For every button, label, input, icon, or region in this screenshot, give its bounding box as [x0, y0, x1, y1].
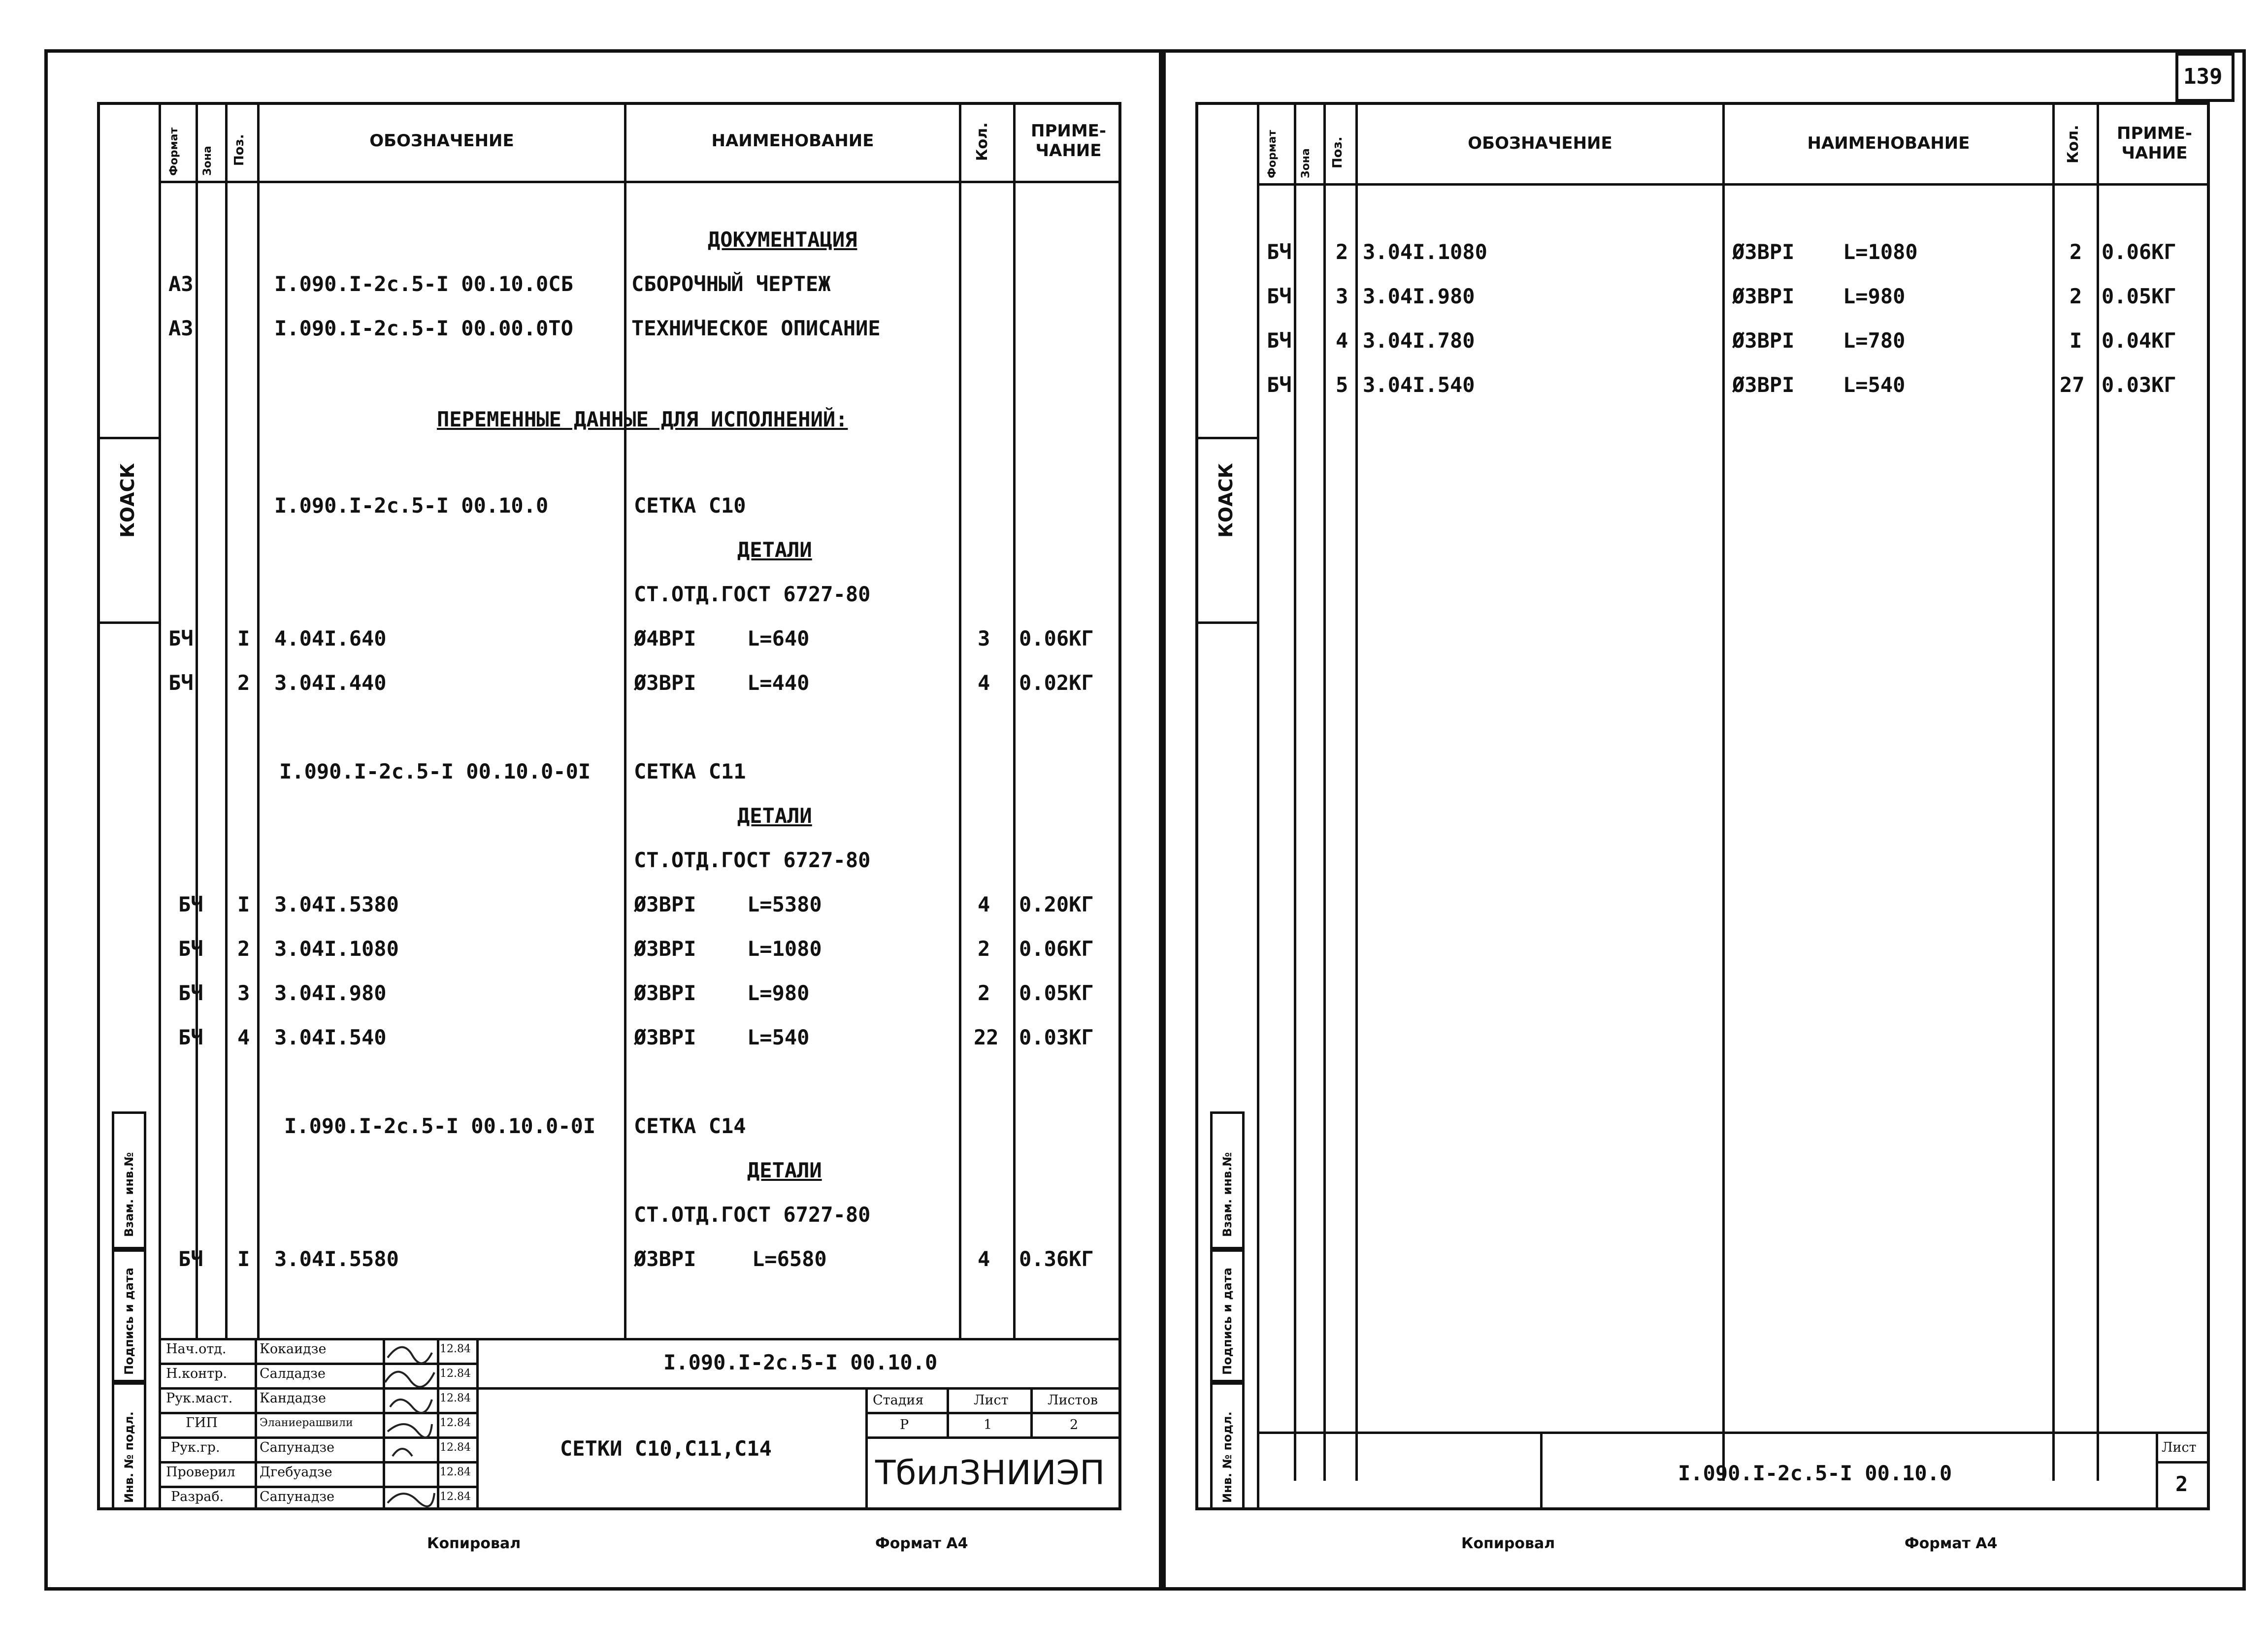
g2-row-2-designation: 3.04I.1080: [274, 937, 399, 961]
r-row-2-note: 0.05КГ: [2102, 284, 2176, 308]
right-footer-copied: Копировал: [1461, 1535, 1555, 1552]
g2-row-1-format: БЧ: [178, 892, 203, 916]
left-hdr-format: Формат: [168, 127, 180, 176]
right-koask-label: КОАСК: [1215, 463, 1237, 538]
left-spec-table: [97, 102, 1121, 1510]
g3-row-1-format: БЧ: [178, 1247, 203, 1271]
left-tb-title: СЕТКИ С10,С11,С14: [560, 1436, 772, 1461]
r-row-3-note: 0.04КГ: [2102, 328, 2176, 353]
g2-row-3-format: БЧ: [178, 981, 203, 1005]
left-tb-designation: I.090.I-2с.5-I 00.10.0: [663, 1350, 938, 1374]
left-hdr-name: НАИМЕНОВАНИЕ: [711, 131, 874, 151]
left-tb-sheet: 1: [984, 1417, 992, 1433]
left-stamp-2: [112, 1249, 146, 1382]
left-hdr-zone: Зона: [201, 146, 214, 176]
right-hdr-zone: Зона: [1300, 148, 1312, 178]
left-stamp-1: [112, 1382, 146, 1510]
r-row-4-note: 0.03КГ: [2102, 373, 2176, 397]
left-hdr-note-2: ЧАНИЕ: [1035, 141, 1102, 161]
g2-row-4-qty: 22: [974, 1025, 999, 1049]
g3-row-1-qty: 4: [978, 1247, 990, 1271]
g1-row-1-qty: 3: [978, 626, 990, 651]
r-row-1-designation: 3.04I.1080: [1363, 240, 1487, 264]
tb-role-5: Рук.гр.: [171, 1440, 220, 1455]
right-stamp-2-label: Подпись и дата: [1220, 1268, 1234, 1375]
g2-row-2-note: 0.06КГ: [1019, 937, 1094, 961]
r-row-1-pos: 2: [1336, 240, 1348, 264]
left-hdr-note-1: ПРИМЕ-: [1031, 121, 1106, 141]
g2-row-1-qty: 4: [978, 892, 990, 916]
left-stamp-3-label: Взам. инв.№: [122, 1152, 136, 1237]
g2-row-2-format: БЧ: [178, 937, 203, 961]
g2-row-4-pos: 4: [237, 1025, 250, 1049]
group-3-standard: СТ.ОТД.ГОСТ 6727-80: [634, 1203, 871, 1227]
g1-row-1-name: Ø4ВРI: [634, 626, 696, 651]
group-2-standard: СТ.ОТД.ГОСТ 6727-80: [634, 848, 871, 872]
g2-row-4-length: L=540: [747, 1025, 810, 1049]
g1-row-2-pos: 2: [237, 671, 250, 695]
g2-row-2-length: L=1080: [747, 937, 822, 961]
group-3-name: СЕТКА С14: [634, 1114, 746, 1138]
group-3-details-title: ДЕТАЛИ: [747, 1158, 822, 1182]
right-hdr-pos: Поз.: [1330, 136, 1345, 168]
g1-row-2-designation: 3.04I.440: [274, 671, 387, 695]
group-1-designation: I.090.I-2с.5-I 00.10.0: [274, 493, 549, 518]
left-documentation-title: ДОКУМЕНТАЦИЯ: [708, 228, 857, 252]
right-stamp-1-label: Инв. № подл.: [1220, 1411, 1234, 1503]
right-footer-format: Формат А4: [1905, 1535, 1998, 1552]
right-hdr-name: НАИМЕНОВАНИЕ: [1807, 133, 1970, 153]
r-row-3-name: Ø3ВРI: [1732, 328, 1795, 353]
r-row-3-qty: I: [2070, 328, 2082, 353]
left-hdr-qty: Кол.: [974, 122, 991, 161]
g1-row-1-format: БЧ: [168, 626, 194, 651]
right-hdr-note-1: ПРИМЕ-: [2117, 124, 2192, 143]
right-stamp-3-label: Взам. инв.№: [1220, 1152, 1234, 1237]
left-hdr-designation: ОБОЗНАЧЕНИЕ: [369, 131, 514, 151]
g1-row-1-note: 0.06КГ: [1019, 626, 1094, 651]
tb-role-6: Проверил: [166, 1465, 235, 1480]
tb-date-6: 12.84: [440, 1466, 471, 1478]
g3-row-1-note: 0.36КГ: [1019, 1247, 1094, 1271]
r-row-1-format: БЧ: [1267, 240, 1292, 264]
right-hdr-note-2: ЧАНИЕ: [2121, 143, 2188, 163]
tb-date-7: 12.84: [440, 1491, 471, 1503]
g2-row-4-designation: 3.04I.540: [274, 1025, 387, 1049]
signatures: [383, 1338, 437, 1510]
right-spec-table: [1195, 102, 2210, 1510]
group-1-standard: СТ.ОТД.ГОСТ 6727-80: [634, 582, 871, 606]
r-row-1-name: Ø3ВРI: [1732, 240, 1795, 264]
doc-row-2-designation: I.090.I-2с.5-I 00.00.0ТО: [274, 316, 573, 340]
left-tb-sheets-label: Листов: [1048, 1393, 1098, 1408]
left-koask-box: [97, 437, 161, 624]
g3-row-1-designation: 3.04I.5580: [274, 1247, 399, 1271]
group-3-designation: I.090.I-2с.5-I 00.10.0-0I: [284, 1114, 596, 1138]
left-koask-label: КОАСК: [117, 463, 138, 538]
g3-row-1-length: L=6580: [752, 1247, 827, 1271]
r-row-4-pos: 5: [1336, 373, 1348, 397]
r-row-2-length: L=980: [1843, 284, 1906, 308]
g2-row-3-length: L=980: [747, 981, 810, 1005]
g1-row-2-length: L=440: [747, 671, 810, 695]
left-tb-org: ТбилЗНИИЭП: [875, 1454, 1105, 1493]
page-number-box: [2175, 53, 2235, 102]
tb-role-7: Разраб.: [171, 1489, 224, 1504]
g1-row-1-pos: I: [237, 626, 250, 651]
g2-row-3-qty: 2: [978, 981, 990, 1005]
r-row-1-note: 0.06КГ: [2102, 240, 2176, 264]
tb-role-1: Нач.отд.: [166, 1341, 227, 1357]
r-row-3-length: L=780: [1843, 328, 1906, 353]
r-row-2-format: БЧ: [1267, 284, 1292, 308]
r-row-2-name: Ø3ВРI: [1732, 284, 1795, 308]
left-stamp-1-label: Инв. № подл.: [122, 1411, 136, 1503]
group-2-designation: I.090.I-2с.5-I 00.10.0-0I: [279, 759, 591, 783]
r-row-2-qty: 2: [2070, 284, 2082, 308]
tb-name-7: Сапунадзе: [260, 1489, 335, 1504]
g2-row-4-name: Ø3ВРI: [634, 1025, 696, 1049]
right-tb-sheet: 2: [2175, 1472, 2188, 1496]
g1-row-2-note: 0.02КГ: [1019, 671, 1094, 695]
g2-row-2-name: Ø3ВРI: [634, 937, 696, 961]
r-row-1-qty: 2: [2070, 240, 2082, 264]
g3-row-1-pos: I: [237, 1247, 250, 1271]
r-row-4-qty: 27: [2060, 373, 2085, 397]
right-tb-designation: I.090.I-2с.5-I 00.10.0: [1678, 1461, 1952, 1485]
g2-row-3-note: 0.05КГ: [1019, 981, 1094, 1005]
right-stamp-2: [1210, 1249, 1245, 1382]
left-tb-sheets: 2: [1070, 1417, 1079, 1433]
tb-date-5: 12.84: [440, 1441, 471, 1454]
tb-name-1: Кокаидзе: [260, 1341, 327, 1357]
right-stamp-3: [1210, 1111, 1245, 1249]
g3-row-1-name: Ø3ВРI: [634, 1247, 696, 1271]
r-row-3-format: БЧ: [1267, 328, 1292, 353]
r-row-4-designation: 3.04I.540: [1363, 373, 1475, 397]
r-row-2-pos: 3: [1336, 284, 1348, 308]
g1-row-1-length: L=640: [747, 626, 810, 651]
left-tb-sheet-label: Лист: [974, 1393, 1009, 1408]
page-number: 139: [2183, 64, 2223, 89]
tb-name-4: Эланиерашвили: [260, 1417, 353, 1429]
g2-row-2-pos: 2: [237, 937, 250, 961]
tb-date-2: 12.84: [440, 1368, 471, 1380]
right-hdr-qty: Кол.: [2065, 125, 2082, 163]
r-row-2-designation: 3.04I.980: [1363, 284, 1475, 308]
doc-row-1-designation: I.090.I-2с.5-I 00.10.0СБ: [274, 272, 573, 296]
left-stamp-2-label: Подпись и дата: [122, 1268, 136, 1375]
r-row-4-name: Ø3ВРI: [1732, 373, 1795, 397]
left-hdr-pos: Поз.: [232, 134, 247, 166]
g1-row-1-designation: 4.04I.640: [274, 626, 387, 651]
right-hdr-designation: ОБОЗНАЧЕНИЕ: [1468, 133, 1612, 153]
r-row-3-designation: 3.04I.780: [1363, 328, 1475, 353]
g2-row-3-designation: 3.04I.980: [274, 981, 387, 1005]
tb-name-5: Сапунадзе: [260, 1440, 335, 1455]
tb-role-4: ГИП: [186, 1415, 218, 1431]
left-tb-stage-label: Стадия: [873, 1393, 924, 1408]
r-row-1-length: L=1080: [1843, 240, 1918, 264]
tb-role-2: Н.контр.: [166, 1366, 228, 1381]
doc-row-1-format: А3: [168, 272, 194, 296]
tb-date-4: 12.84: [440, 1417, 471, 1429]
left-variable-data-title: ПЕРЕМЕННЫЕ ДАННЫЕ ДЛЯ ИСПОЛНЕНИЙ:: [437, 407, 848, 431]
g2-row-1-pos: I: [237, 892, 250, 916]
group-2-name: СЕТКА С11: [634, 759, 746, 783]
right-koask-box: [1195, 437, 1259, 624]
g1-row-2-name: Ø3ВРI: [634, 671, 696, 695]
left-tb-stage: Р: [900, 1417, 909, 1433]
right-stamp-1: [1210, 1382, 1245, 1510]
doc-row-1-name: СБОРОЧНЫЙ ЧЕРТЕЖ: [631, 272, 831, 296]
right-tb-sheet-label: Лист: [2162, 1440, 2197, 1455]
tb-name-6: Дгебуадзе: [260, 1465, 332, 1480]
g2-row-4-note: 0.03КГ: [1019, 1025, 1094, 1049]
g2-row-1-designation: 3.04I.5380: [274, 892, 399, 916]
group-1-details-title: ДЕТАЛИ: [737, 538, 812, 562]
g2-row-1-name: Ø3ВРI: [634, 892, 696, 916]
r-row-4-format: БЧ: [1267, 373, 1292, 397]
group-1-name: СЕТКА С10: [634, 493, 746, 518]
g1-row-2-qty: 4: [978, 671, 990, 695]
g2-row-1-note: 0.20КГ: [1019, 892, 1094, 916]
tb-name-3: Кандадзе: [260, 1391, 327, 1406]
g2-row-4-format: БЧ: [178, 1025, 203, 1049]
tb-date-3: 12.84: [440, 1392, 471, 1404]
doc-row-2-format: А3: [168, 316, 194, 340]
r-row-4-length: L=540: [1843, 373, 1906, 397]
g2-row-1-length: L=5380: [747, 892, 822, 916]
doc-row-2-name: ТЕХНИЧЕСКОЕ ОПИСАНИЕ: [631, 316, 881, 340]
tb-role-3: Рук.маст.: [166, 1391, 233, 1406]
tb-name-2: Салдадзе: [260, 1366, 326, 1381]
left-footer-copied: Копировал: [427, 1535, 521, 1552]
g2-row-2-qty: 2: [978, 937, 990, 961]
left-sheet: [44, 49, 1162, 1591]
right-sheet: [1162, 49, 2246, 1591]
group-2-details-title: ДЕТАЛИ: [737, 804, 812, 828]
r-row-3-pos: 4: [1336, 328, 1348, 353]
g2-row-3-name: Ø3ВРI: [634, 981, 696, 1005]
tb-date-1: 12.84: [440, 1343, 471, 1355]
left-footer-format: Формат А4: [875, 1535, 968, 1552]
right-hdr-format: Формат: [1266, 130, 1279, 178]
g2-row-3-pos: 3: [237, 981, 250, 1005]
g1-row-2-format: БЧ: [168, 671, 194, 695]
left-stamp-3: [112, 1111, 146, 1249]
